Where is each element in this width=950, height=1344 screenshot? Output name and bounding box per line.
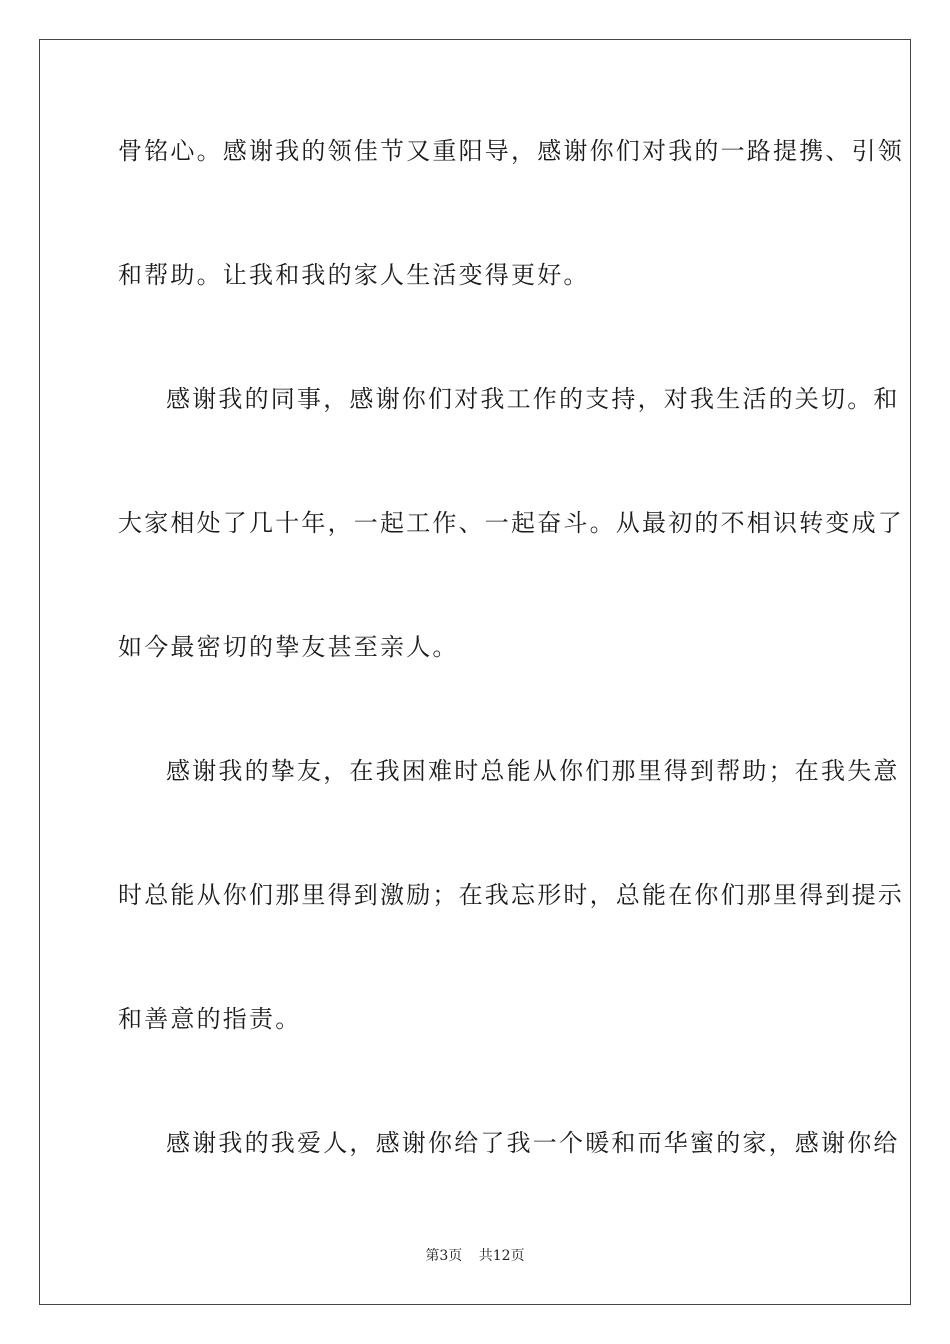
- text-line-4: 大家相处了几十年，一起工作、一起奋斗。从最初的不相识转变成了: [118, 509, 904, 537]
- text-line-2: 和帮助。让我和我的家人生活变得更好。: [118, 261, 590, 289]
- text-line-3: 感谢我的同事，感谢你们对我工作的支持，对我生活的关切。和: [166, 385, 900, 413]
- text-line-5: 如今最密切的挚友甚至亲人。: [118, 633, 459, 661]
- page-number-total: 共12页: [478, 1248, 525, 1264]
- text-line-6: 感谢我的挚友，在我困难时总能从你们那里得到帮助；在我失意: [166, 757, 900, 785]
- page-footer: [0, 1246, 950, 1266]
- text-line-1: 骨铭心。感谢我的领佳节又重阳导，感谢你们对我的一路提携、引领: [118, 137, 904, 165]
- page-frame: [39, 39, 911, 1305]
- page-number-current: 第3页: [425, 1248, 463, 1264]
- text-line-8: 和善意的指责。: [118, 1005, 302, 1033]
- text-line-9: 感谢我的我爱人，感谢你给了我一个暖和而华蜜的家，感谢你给: [166, 1129, 900, 1157]
- text-line-7: 时总能从你们那里得到激励；在我忘形时，总能在你们那里得到提示: [118, 881, 904, 909]
